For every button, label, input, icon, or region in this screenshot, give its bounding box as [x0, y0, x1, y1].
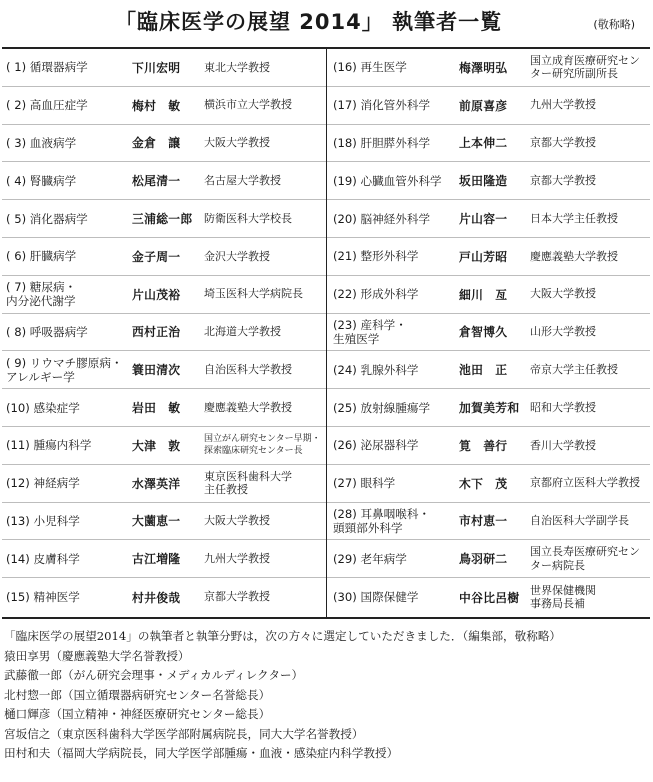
table-row [2, 540, 326, 578]
affiliation: 大阪大学教授 [204, 136, 270, 150]
field-name: (10) 感染症学 [6, 400, 80, 415]
field-name: (16) 再生医学 [333, 60, 407, 75]
affiliation: 金沢大学教授 [204, 249, 270, 263]
table-row [2, 465, 326, 503]
field-name: (23) 産科学・ 生殖医学 [333, 317, 407, 346]
affiliation: 帝京大学主任教授 [530, 363, 618, 377]
affiliation: 世界保健機関 事務局長補 [530, 583, 596, 611]
table-row [327, 578, 650, 616]
affiliation: 九州大学教授 [204, 552, 270, 565]
affiliation: 埼玉医科大学病院長 [204, 287, 303, 301]
affiliation: 慶應義塾大学教授 [530, 249, 618, 263]
affiliation: 京都大学教授 [204, 590, 270, 604]
page-header [0, 4, 653, 36]
field-name: (15) 精神医学 [6, 590, 80, 605]
field-name: ( 8) 呼吸器病学 [6, 324, 88, 339]
table-row [2, 276, 326, 314]
field-name: (24) 乳腺外科学 [333, 362, 419, 377]
author-name: 金子周一 [132, 249, 181, 264]
table-row [2, 503, 326, 541]
author-name: 加賀美芳和 [459, 401, 520, 416]
table-row [327, 125, 650, 163]
author-name: 鳥羽研二 [459, 552, 508, 567]
table-row [327, 351, 650, 389]
affiliation: 日本大学主任教授 [530, 211, 618, 225]
field-name: (12) 神経病学 [6, 476, 80, 491]
field-name: ( 1) 循環器病学 [6, 60, 88, 75]
affiliation: 京都大学教授 [530, 136, 596, 150]
field-name: ( 3) 血液病学 [6, 135, 77, 150]
affiliation: 防衛医科大学校長 [204, 211, 292, 225]
table-row [327, 540, 650, 578]
table-row [2, 162, 326, 200]
author-name: 細川 亙 [459, 287, 508, 302]
author-name: 片山容一 [459, 212, 508, 227]
table-row [2, 238, 326, 276]
field-name: ( 9) リウマチ膠原病・ アレルギー学 [6, 355, 123, 384]
author-name: 三浦総一郎 [132, 212, 193, 227]
affiliation: 東北大学教授 [204, 60, 270, 74]
selection-note [4, 627, 650, 764]
field-name: (17) 消化管外科学 [333, 98, 431, 113]
table-row [2, 314, 326, 352]
table-row [2, 200, 326, 238]
author-name: 大津 敦 [132, 438, 181, 453]
author-name: 梅村 敏 [132, 98, 181, 113]
table-row [327, 200, 650, 238]
affiliation: 大阪大学教授 [204, 514, 270, 528]
affiliation: 国立がん研究センター早期・ 探索臨床研究センター長 [204, 434, 321, 457]
field-name: (27) 眼科学 [333, 476, 396, 491]
table-row [327, 49, 650, 87]
author-name: 市村恵一 [459, 514, 508, 529]
selector-entry: 宮坂信之（東京医科歯科大学医学部附属病院長，同大大学名誉教授） [4, 726, 364, 741]
selector-entry: 武藤徹一郎（がん研究会理事・メディカルディレクター） [4, 668, 304, 682]
author-name: 池田 正 [459, 363, 508, 378]
author-name: 金倉 譲 [132, 136, 181, 151]
field-name: ( 4) 腎臓病学 [6, 173, 77, 188]
table-row [327, 162, 650, 200]
field-name: (13) 小児科学 [6, 513, 80, 528]
table-row [2, 578, 326, 616]
affiliation: 山形大学教授 [530, 325, 596, 339]
author-name: 下川宏明 [132, 60, 181, 75]
author-name: 倉智博久 [459, 325, 508, 340]
affiliation: 自治医科大学副学長 [530, 514, 629, 528]
author-name: 西村正治 [132, 325, 181, 340]
table-row [2, 427, 326, 465]
table-row [2, 125, 326, 163]
author-name: 坂田隆造 [459, 174, 508, 189]
author-name: 村井俊哉 [132, 590, 181, 605]
table-row [327, 427, 650, 465]
author-name: 岩田 敏 [132, 401, 181, 416]
author-name: 筧 善行 [459, 438, 508, 453]
affiliation: 京都大学教授 [530, 174, 596, 188]
table-row [327, 87, 650, 125]
author-name: 簑田清次 [132, 363, 181, 378]
affiliation: 横浜市立大学教授 [204, 98, 292, 112]
table-row [327, 503, 650, 541]
field-name: ( 7) 糖尿病・ 内分泌代謝学 [6, 280, 77, 309]
field-name: (11) 腫瘍内科学 [6, 438, 92, 453]
affiliation: 国立長寿医療研究セン ター病院長 [530, 545, 640, 572]
table-row [2, 87, 326, 125]
author-name: 戸山芳昭 [459, 249, 508, 264]
author-name: 上本伸二 [459, 136, 508, 151]
affiliation: 九州大学教授 [530, 98, 596, 112]
author-table [2, 47, 650, 619]
author-name: 古江増隆 [132, 552, 181, 567]
selector-entry: 北村惣一郎（国立循環器病研究センター名誉総長） [4, 687, 271, 702]
table-row [327, 276, 650, 314]
selection-intro: 「臨床医学の展望2014」の執筆者と執筆分野は，次の方々に選定していただきました．（編集部，敬称略） [4, 629, 562, 643]
table-row [327, 238, 650, 276]
field-name: (26) 泌尿器科学 [333, 438, 419, 453]
title-note: (敬称略) [593, 18, 635, 31]
affiliation: 昭和大学教授 [530, 400, 596, 414]
field-name: (14) 皮膚科学 [6, 551, 80, 566]
table-row [2, 389, 326, 427]
table-row [327, 389, 650, 427]
field-name: ( 6) 肝臓病学 [6, 249, 77, 264]
author-name: 水澤英洋 [132, 476, 181, 491]
right-column [326, 49, 650, 617]
affiliation: 北海道大学教授 [204, 325, 281, 339]
field-name: (22) 形成外科学 [333, 287, 419, 302]
affiliation: 自治医科大学教授 [204, 363, 292, 377]
table-row [327, 465, 650, 503]
table-row [327, 314, 650, 352]
affiliation: 大阪大学教授 [530, 287, 596, 301]
field-name: (30) 国際保健学 [333, 590, 419, 605]
table-row [2, 49, 326, 87]
author-name: 梅澤明弘 [459, 60, 508, 75]
selector-entry: 田村和夫（福岡大学病院長，同大学医学部腫瘍・血液・感染症内科学教授） [4, 746, 399, 760]
field-name: (19) 心臓血管外科学 [333, 173, 442, 188]
affiliation: 名古屋大学教授 [204, 174, 281, 188]
author-name: 前原喜彦 [459, 98, 508, 113]
selector-entry: 樋口輝彦（国立精神・神経医療研究センター総長） [4, 707, 271, 721]
affiliation: 香川大学教授 [530, 438, 596, 452]
page-title: 「臨床医学の展望 2014」 執筆者一覧 [115, 10, 503, 34]
author-name: 木下 茂 [459, 476, 508, 491]
field-name: ( 5) 消化器病学 [6, 211, 88, 226]
field-name: (25) 放射線腫瘍学 [333, 400, 431, 415]
field-name: (20) 脳神経外科学 [333, 211, 431, 226]
field-name: (18) 肝胆膵外科学 [333, 135, 431, 150]
field-name: ( 2) 高血圧症学 [6, 98, 88, 113]
affiliation: 京都府立医科大学教授 [530, 476, 640, 490]
affiliation: 国立成育医療研究セン ター研究所副所長 [530, 53, 640, 81]
field-name: (21) 整形外科学 [333, 249, 419, 264]
author-name: 片山茂裕 [132, 287, 181, 302]
author-name: 大薗恵一 [132, 514, 181, 529]
author-name: 中谷比呂樹 [459, 590, 520, 605]
affiliation: 東京医科歯科大学 主任教授 [204, 469, 292, 497]
table-row [2, 351, 326, 389]
selector-entry: 猿田享男（慶應義塾大学名誉教授） [4, 648, 190, 663]
left-column [2, 49, 326, 617]
field-name: (28) 耳鼻咽喉科・ 頭頸部外科学 [333, 506, 431, 535]
field-name: (29) 老年病学 [333, 551, 407, 566]
affiliation: 慶應義塾大学教授 [204, 400, 292, 414]
author-name: 松尾清一 [132, 174, 181, 189]
